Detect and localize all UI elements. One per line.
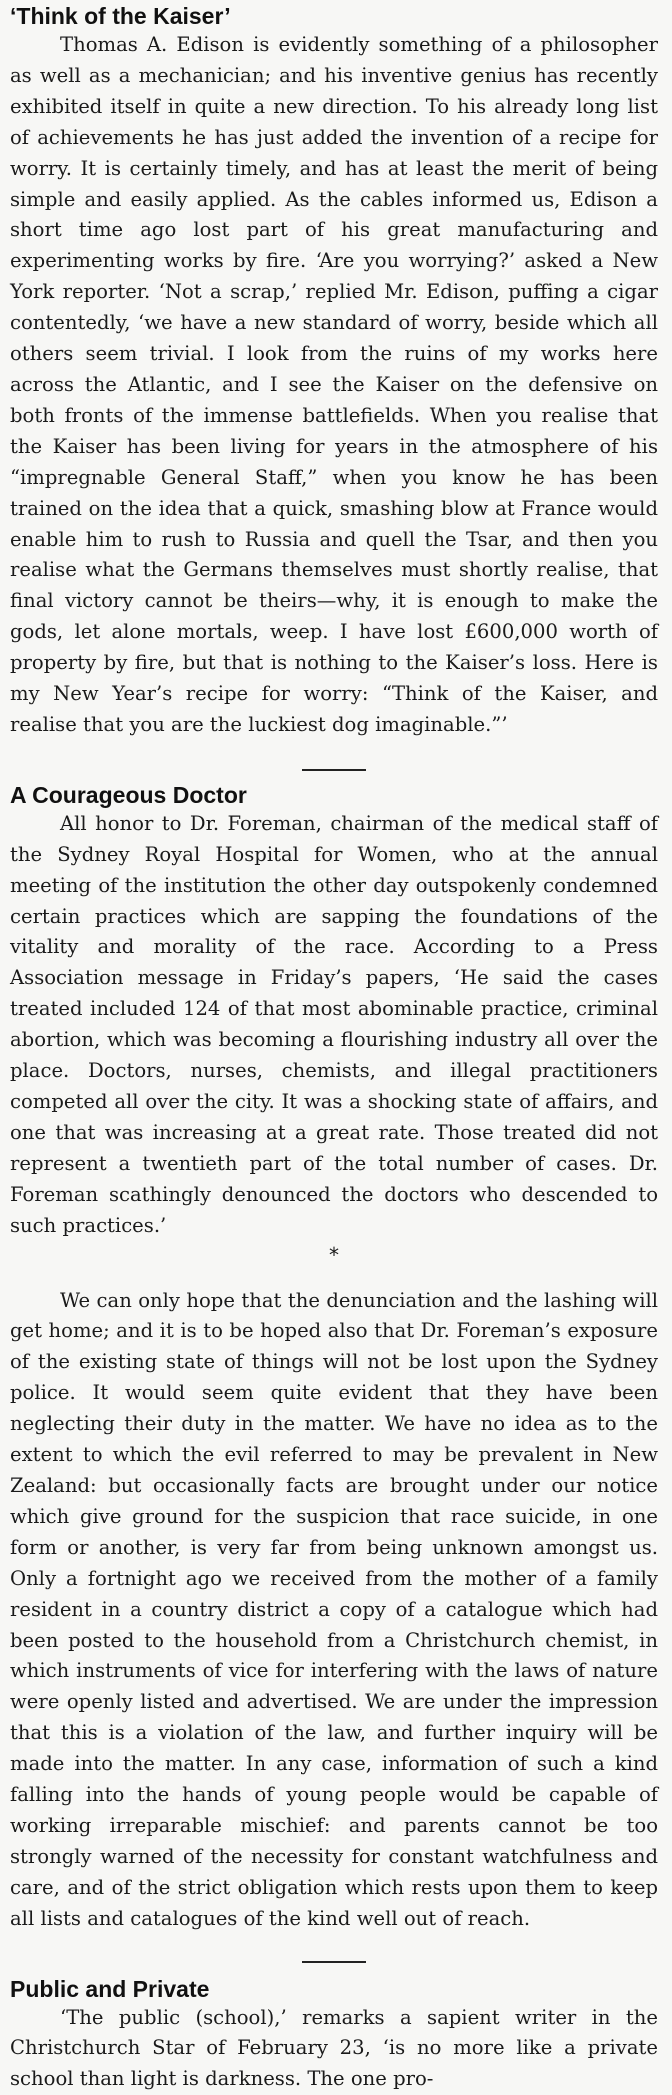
article-heading: Public and Private <box>10 1975 210 2002</box>
article-a-courageous-doctor <box>10 781 658 1935</box>
article-paragraph: We can only hope that the denunciation and the lashing will get home; and it is to be hoped also that Dr. Foreman’s exposure of the existing state of things will not be lost upon the Sydney police. It would seem quite evident that they have been neglecting their duty in the matter. We have no idea as to the extent to which the evil referred to may be prevalent in New Zealand: but occasionally facts are brought under our notice which give ground for the suspicion that race suicide, in one form or another, is very far from being unknown amongst us. Only a fortnight ago we received from the mother of a family resident in a country district a copy of a catalogue which had been posted to the household from a Christchurch chemist, in which instruments of vice for interfering with the laws of nature were openly listed and advertised. We are under the impression that this is a violation of the law, and further inquiry will be made into the matter. In any case, information of such a kind falling into the hands of young people would be capable of working irreparable mischief: and parents cannot be too strongly warned of the necessity for constant watchfulness and care, and of the strict obligation which rests upon them to keep all lists and catalogues of the kind well out of reach. <box>10 1288 658 1930</box>
article-public-and-private <box>10 1975 658 2095</box>
paragraph-separator: * <box>329 1242 339 1267</box>
article-think-of-the-kaiser <box>10 2 658 741</box>
article-paragraph: ‘The public (school),’ remarks a sapient writer in the Christchurch Star of February 23, ‘is no more like a private school than light is darkness. The one pro- <box>10 2005 658 2091</box>
article-heading: A Courageous Doctor <box>10 781 247 808</box>
article-paragraph: Thomas A. Edison is evidently something of a philosopher as well as a mechanician; and his inventive genius has recently exhibited itself in quite a new direction. To his already long list of achievements he has just added the invention of a recipe for worry. It is certainly timely, and has at least the merit of being simple and easily applied. As the cables informed us, Edison a short time ago lost part of his great manufacturing and experimenting works by fire. ‘Are you worrying?’ asked a New York reporter. ‘Not a scrap,’ replied Mr. Edison, puffing a cigar contentedly, ‘we have a new standard of worry, beside which all others seem trivial. I look from the ruins of my works here across the Atlantic, and I see the Kaiser on the defensive on both fronts of the immense battlefields. When you realise that the Kaiser has been living for years in the atmosphere of his “impregnable General Staff,” when you know he has been trained on the idea that a quick, smashing blow at France would enable him to rush to Russia and quell the Tsar, and then you realise what the Germans themselves must shortly realise, that final victory cannot be theirs—why, it is enough to make the gods, let alone mortals, weep. I have lost £600,000 worth of property by fire, but that is nothing to the Kaiser’s loss. Here is my New Year’s recipe for worry: “Think of the Kaiser, and realise that you are the luckiest dog imaginable.”’ <box>10 33 658 736</box>
article-paragraph: All honor to Dr. Foreman, chairman of the medical staff of the Sydney Royal Hospital for Women, who at the annual meeting of the institution the other day outspokenly condemned certain practices which are sapping the foundations of the vitality and morality of the race. According to a Press Association message in Friday’s papers, ‘He said the cases treated included 124 of that most abominable practice, criminal abortion, which was becoming a flourishing industry all over the place. Doctors, nurses, chemists, and illegal practitioners competed all over the city. It was a shocking state of affairs, and one that was increasing at a great rate. Those treated did not represent a twentieth part of the total number of cases. Dr. Foreman scathingly denounced the doctors who descended to such practices.’ <box>10 811 658 1237</box>
article-heading: ‘Think of the Kaiser’ <box>10 3 231 29</box>
